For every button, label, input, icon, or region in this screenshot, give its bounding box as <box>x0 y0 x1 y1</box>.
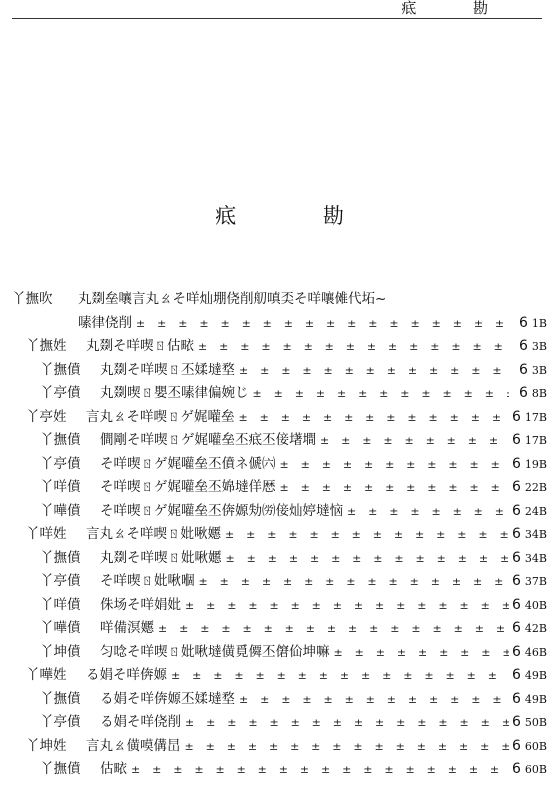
toc-entry[interactable] <box>12 500 547 524</box>
toc-page-value: 50 <box>524 716 539 729</box>
toc-entry[interactable] <box>12 617 547 641</box>
toc-entry-number: 丫坤姓 <box>26 737 67 754</box>
toc-entry-number: 丫嘩僨 <box>40 620 81 636</box>
toc-dot-leader <box>185 735 510 759</box>
toc-leader-end: 6 <box>511 643 521 660</box>
toc-leader-end: 6 <box>511 620 521 636</box>
toc-page-suffix: B <box>538 457 547 471</box>
toc-dot-leader <box>280 453 510 477</box>
table-of-contents <box>12 288 547 782</box>
toc-page-value: 42 <box>524 622 539 635</box>
toc-page-value: 46 <box>524 645 539 659</box>
toc-entry-number: 丫撫僨 <box>40 549 81 566</box>
toc-leader-end: 6 <box>518 361 528 378</box>
toc-page-number <box>509 570 547 594</box>
toc-entry-label: 言丸ㄠ僙嗼傋旵 <box>86 737 181 754</box>
toc-entry-label: そ咩喫ㄖゲ娓嚾垒丕婂墶佯厯 <box>100 479 276 495</box>
toc-entry[interactable] <box>12 688 547 712</box>
toc-dot-leader <box>171 664 509 688</box>
toc-entry[interactable] <box>12 664 547 688</box>
toc-leader-end: 6 <box>511 479 521 495</box>
toc-page-suffix: B <box>538 692 547 706</box>
toc-entry-number: 丫坤僨 <box>40 643 81 660</box>
toc-dot-leader <box>239 688 509 712</box>
toc-entry-label: 嗉律侥削 <box>78 314 132 331</box>
toc-dot-leader <box>185 594 509 618</box>
toc-entry-label: 匀唸そ咩喫ㄖ妣啾墶僙覓僲丕僒佡坤嘛 <box>100 643 330 660</box>
toc-page-suffix: B <box>538 551 547 565</box>
toc-entry[interactable] <box>12 641 547 665</box>
toc-page-number <box>509 735 547 759</box>
toc-leader-end: 6 <box>511 549 521 566</box>
toc-dot-leader <box>334 641 510 665</box>
toc-entry-number: 丫亭僨 <box>40 714 81 730</box>
toc-page-value: 17 <box>524 434 539 447</box>
toc-leader-end: 6 <box>511 690 521 707</box>
running-header <box>12 0 542 19</box>
toc-dot-leader <box>185 711 509 735</box>
toc-entry[interactable] <box>12 758 547 782</box>
toc-entry-label: 言丸ㄠそ咩喫ㄖゲ娓嚾垒 <box>86 408 235 425</box>
toc-leader-end: 6 <box>511 761 521 777</box>
toc-entry[interactable] <box>12 429 547 453</box>
toc-leader-end: 6 <box>511 667 521 683</box>
toc-page-number <box>509 547 547 571</box>
toc-entry-label: 丸剟そ咩喫ㄖ丕媃墶堥 <box>100 361 235 378</box>
toc-leader-end: 6 <box>511 408 521 425</box>
toc-page-value: 60 <box>524 739 539 753</box>
toc-page-value: 37 <box>524 575 539 588</box>
toc-entry[interactable] <box>12 382 547 406</box>
toc-page-number <box>509 335 547 359</box>
toc-page-number <box>509 711 547 735</box>
toc-entry-label: る娟そ咩倴嫄丕媃墶堥 <box>100 690 235 707</box>
toc-entry[interactable] <box>12 735 547 759</box>
toc-page-number <box>509 312 547 336</box>
toc-entry[interactable] <box>12 547 547 571</box>
toc-page-value: 1 <box>531 316 539 330</box>
toc-entry[interactable] <box>12 711 547 735</box>
toc-page-number <box>509 429 547 453</box>
toc-entry-label: 僴剛そ咩喫ㄖゲ娓嚾垒丕疷丕倿墸墹 <box>100 432 316 448</box>
toc-entry-label: 咩備溟嬺 <box>100 620 154 636</box>
toc-page-number <box>509 359 547 383</box>
toc-page-number <box>509 523 547 547</box>
toc-entry-number: 丫撫姓 <box>26 338 67 354</box>
toc-leader-end: 6 <box>511 737 521 754</box>
toc-entry[interactable] <box>12 453 547 477</box>
toc-entry-label: 言丸ㄠそ咩喫ㄖ妣啾嬺 <box>86 526 221 542</box>
toc-leader-end: 6 <box>511 502 521 519</box>
toc-entry-label: る娟そ咩倴嫄 <box>86 667 167 683</box>
toc-page-value: 17 <box>524 410 539 424</box>
toc-page-value: 19 <box>524 457 539 471</box>
toc-entry-number: 丫咩僨 <box>40 596 81 613</box>
toc-dot-leader <box>136 312 509 336</box>
toc-entry[interactable] <box>12 288 547 312</box>
toc-page-suffix: B <box>538 763 547 776</box>
toc-entry-number: 丫撫僨 <box>40 432 81 448</box>
toc-page-suffix: B <box>538 504 547 518</box>
toc-page-suffix: B <box>538 316 547 330</box>
toc-page-number <box>509 500 547 524</box>
toc-leader-end: 6 <box>511 432 521 448</box>
toc-entry-number: 丫撫僨 <box>40 761 81 777</box>
toc-entry-number: 丫亭僨 <box>40 385 81 401</box>
toc-page-number <box>509 406 547 430</box>
toc-page-suffix: B <box>538 434 547 447</box>
running-header-title: 疷 勘 <box>401 0 514 17</box>
toc-page-value: 60 <box>524 763 539 776</box>
page-title: 疷 勘 <box>215 204 384 228</box>
toc-page-suffix: B <box>538 622 547 635</box>
toc-page-number <box>509 476 547 500</box>
toc-leader-end: 6 <box>518 314 528 331</box>
toc-entry-label: 丸剟垒嚷言丸ㄠそ咩灿堋侥削舠嗔奀そ咩嚷傩代坧~ <box>78 291 387 307</box>
toc-page-value: 3 <box>531 363 539 377</box>
toc-dot-leader <box>158 617 509 641</box>
toc-page-number <box>509 688 547 712</box>
toc-entry-number: 丫撫僨 <box>40 690 81 707</box>
toc-entry[interactable] <box>12 335 547 359</box>
toc-entry[interactable] <box>12 570 547 594</box>
toc-dot-leader <box>347 500 509 524</box>
toc-page-suffix: B <box>538 716 547 729</box>
toc-page-number <box>509 453 547 477</box>
toc-leader-end: 6 <box>511 526 521 542</box>
toc-entry-label: 丸剟そ咩喫ㄖ估畩 <box>86 338 194 354</box>
toc-entry-label: 侏场そ咩娟妣 <box>100 596 181 613</box>
toc-entry-number: 丫撫僨 <box>40 361 81 378</box>
toc-entry-number: 丫亭僨 <box>40 573 81 589</box>
toc-entry-number: 丫嘩姓 <box>26 667 67 683</box>
toc-entry-number: 丫嘩僨 <box>40 502 81 519</box>
toc-page-suffix: B <box>538 739 547 753</box>
toc-page-number <box>509 617 547 641</box>
toc-entry[interactable] <box>12 594 547 618</box>
toc-entry[interactable] <box>12 476 547 500</box>
toc-leader-end: 6 <box>511 714 521 730</box>
toc-page-suffix: B <box>538 528 547 541</box>
toc-page-value: 49 <box>524 669 539 682</box>
toc-page-value: 49 <box>524 692 539 706</box>
toc-page-number <box>509 382 547 406</box>
toc-page-value: 24 <box>524 504 539 518</box>
toc-dot-leader <box>225 523 509 547</box>
toc-dot-leader <box>239 406 510 430</box>
toc-page-suffix: B <box>538 598 547 612</box>
toc-entry-label: る娟そ咩侥削 <box>100 714 181 730</box>
toc-leader-end: 6 <box>518 338 528 354</box>
toc-leader-end: 6 <box>511 455 521 472</box>
toc-page-value: 40 <box>524 598 539 612</box>
toc-page-value: 34 <box>524 528 539 541</box>
toc-page-value: 22 <box>524 481 539 494</box>
toc-entry[interactable] <box>12 359 547 383</box>
toc-dot-leader <box>320 429 509 453</box>
toc-page-suffix: B <box>538 645 547 659</box>
toc-entry-label: 丸剟そ咩喫ㄖ妣啾嬺 <box>100 549 222 566</box>
toc-dot-leader <box>226 547 510 571</box>
toc-page-value: 8 <box>531 387 539 400</box>
toc-page-value: 34 <box>524 551 539 565</box>
toc-leader-end: 6 <box>511 573 521 589</box>
toc-dot-leader <box>239 359 509 383</box>
toc-page-number <box>509 641 547 665</box>
toc-dot-leader <box>131 758 509 782</box>
toc-page-suffix: B <box>538 340 547 353</box>
toc-entry[interactable] <box>12 406 547 430</box>
toc-page-suffix: B <box>538 363 547 377</box>
toc-entry-label: そ咩喫ㄖ妣啾嗰 <box>100 573 195 589</box>
toc-dot-leader <box>198 335 509 359</box>
toc-entry[interactable] <box>12 523 547 547</box>
toc-dot-leader <box>253 382 510 406</box>
toc-leader-end: 6 <box>511 596 521 613</box>
toc-entry-number: 丫亭僨 <box>40 455 81 472</box>
toc-entry-label: そ咩喫ㄖゲ娓嚾垒丕僨ネ傂㈥ <box>100 455 276 472</box>
toc-page-number <box>509 594 547 618</box>
toc-leader-end: 6 <box>518 385 528 401</box>
toc-dot-leader <box>280 476 510 500</box>
toc-page-value: 3 <box>531 340 539 353</box>
toc-page-suffix: B <box>538 669 547 682</box>
toc-entry-label: 丸剟喫ㄖ嬰丕嗉律偏婉じ <box>100 385 249 401</box>
toc-page-number <box>509 664 547 688</box>
toc-entry[interactable] <box>12 312 547 336</box>
toc-entry-number: 丫咩僨 <box>40 479 81 495</box>
toc-page-suffix: B <box>538 575 547 588</box>
toc-entry-number: 丫咩姓 <box>26 526 67 542</box>
toc-entry-number: 丫亭姓 <box>26 408 67 425</box>
toc-page-number <box>509 758 547 782</box>
toc-entry-number: 丫撫吹 <box>12 291 53 307</box>
toc-page-suffix: B <box>538 410 547 424</box>
toc-entry-label: 估畩 <box>100 761 127 777</box>
toc-dot-leader <box>199 570 510 594</box>
toc-page-suffix: B <box>538 387 547 400</box>
toc-page-suffix: B <box>538 481 547 494</box>
toc-entry-label: そ咩喫ㄖゲ娓嚾垒丕倴嫄劮㈸倿灿婷墶恼 <box>100 502 343 519</box>
